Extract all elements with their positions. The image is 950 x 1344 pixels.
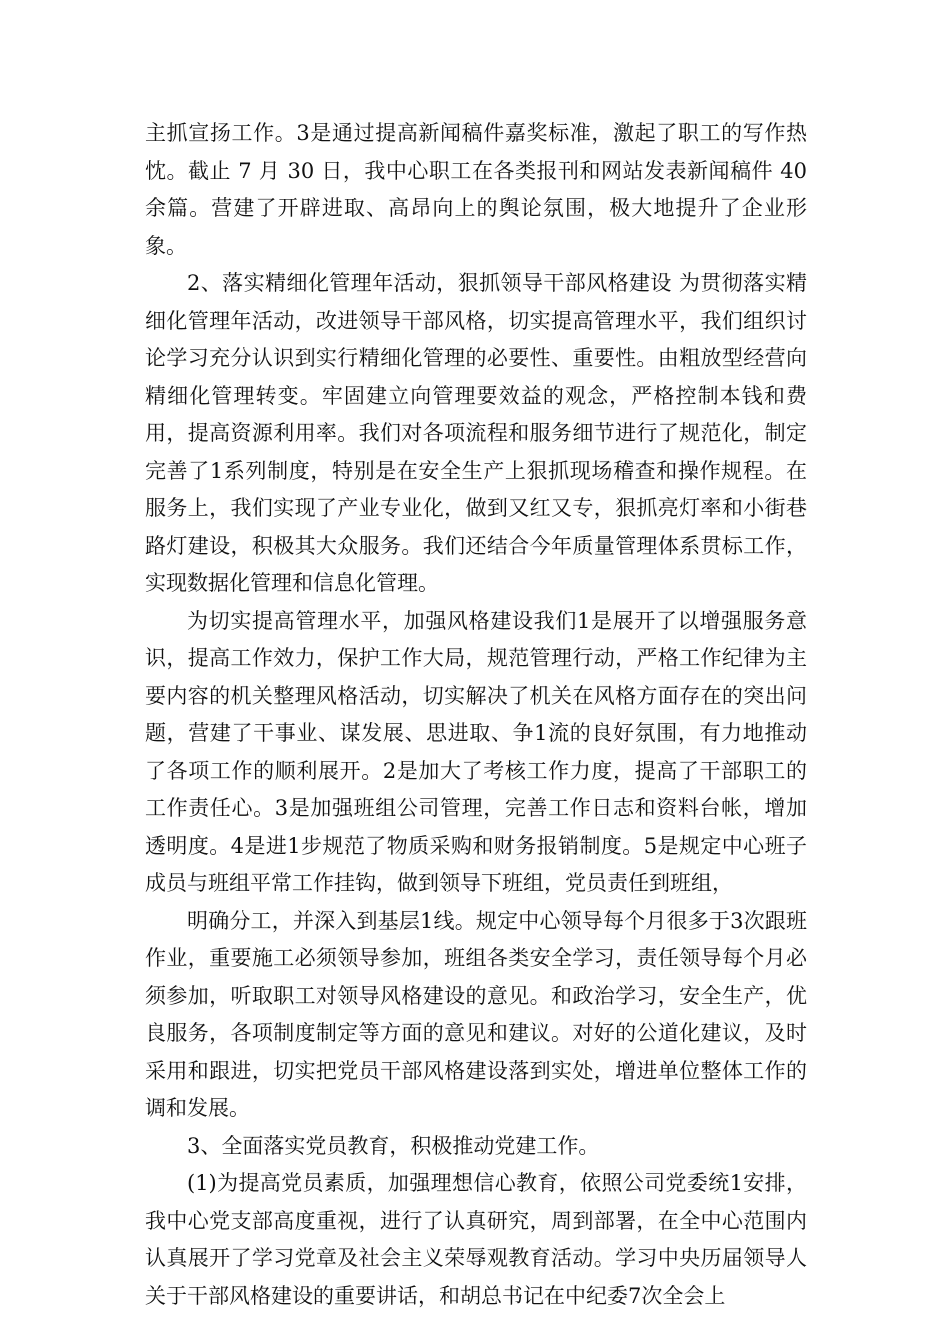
paragraph-4: 明确分工，并深入到基层1线。规定中心领导每个月很多于3次跟班作业，重要施工必须领导参加，班组各类安全学习，责任领导每个月必须参加，听取职工对领导风格建设的意见。和政治学习，安全生产，优良服务，各项制度制定等方面的意见和建议。对好的公道化建议，及时采用和跟进，切实把党员干部风格建设落到实处，增进单位整体工作的调和发展。 [145,908,807,1120]
paragraph-2: 2、落实精细化管理年活动，狠抓领导干部风格建设 为贯彻落实精细化管理年活动，改进领导干部风格，切实提高管理水平，我们组织讨论学习充分认识到实行精细化管理的必要性、重要性。由粗放型经营向精细化管理转变。牢固建立向管理要效益的观念，严格控制本钱和费用，提高资源利用率。我们对各项流程和服务细节进行了规范化，制定完善了1系列制度，特别是在安全生产上狠抓现场稽查和操作规程。在服务上，我们实现了产业专业化，做到又红又专，狠抓亮灯率和小街巷路灯建设，积极其大众服务。我们还结合今年质量管理体系贯标工作，实现数据化管理和信息化管理。 [145,271,807,595]
paragraph-1: 主抓宣扬工作。3是通过提高新闻稿件嘉奖标准，激起了职工的写作热忱。截止 7 月 30 日，我中心职工在各类报刊和网站发表新闻稿件 40 余篇。营建了开辟进取、高昂向上的舆论氛围，极大地提升了企业形象。 [145,121,807,258]
paragraph-5: 3、全面落实党员教育，积极推动党建工作。 [187,1133,600,1158]
paragraph-6: (1)为提高党员素质，加强理想信心教育，依照公司党委统1安排，我中心党支部高度重视，进行了认真研究，周到部署，在全中心范围内认真展开了学习党章及社会主义荣辱观教育活动。学习中央历届领导人关于干部风格建设的重要讲话，和胡总书记在中纪委7次全会上 [145,1171,807,1308]
document-page [145,115,807,1315]
paragraph-3: 为切实提高管理水平，加强风格建设我们1是展开了以增强服务意识，提高工作效力，保护工作大局，规范管理行动，严格工作纪律为主要内容的机关整理风格活动，切实解决了机关在风格方面存在的突出问题，营建了干事业、谋发展、思进取、争1流的良好氛围，有力地推动了各项工作的顺利展开。2是加大了考核工作力度，提高了干部职工的工作责任心。3是加强班组公司管理，完善工作日志和资料台帐，增加透明度。4是进1步规范了物质采购和财务报销制度。5是规定中心班子成员与班组平常工作挂钩，做到领导下班组，党员责任到班组， [145,608,807,895]
